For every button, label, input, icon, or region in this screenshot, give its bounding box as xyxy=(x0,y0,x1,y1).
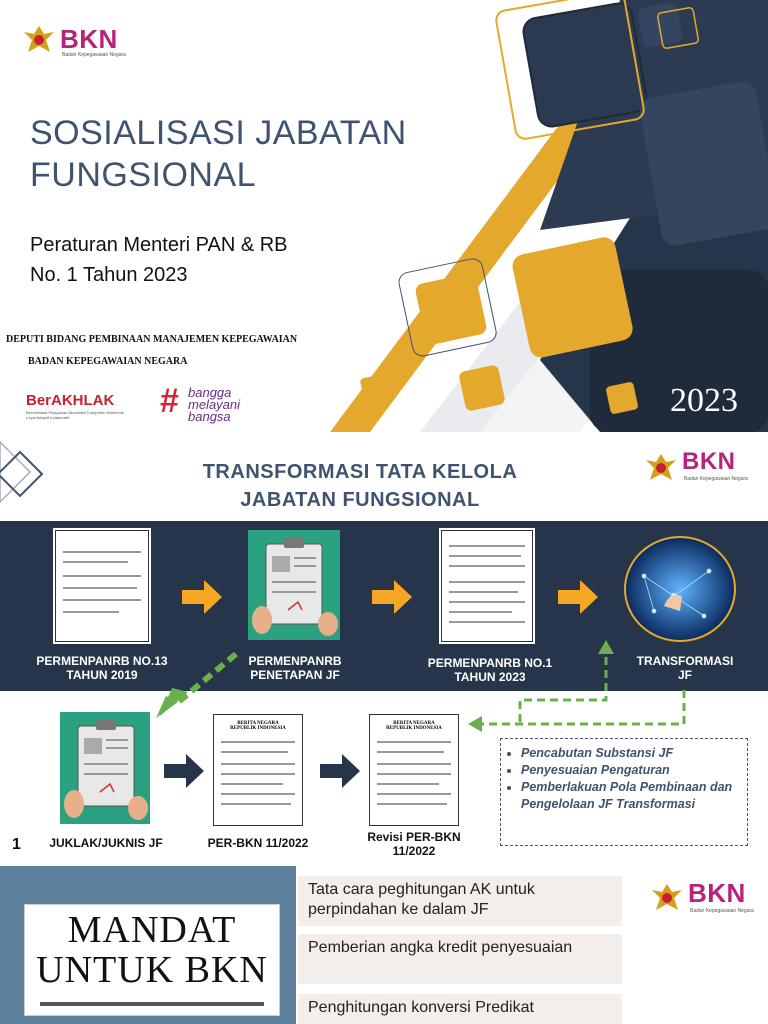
bullet-list-box xyxy=(500,738,748,846)
mandat-item-card: Tata cara peghitungan AK untuk perpindahan ke dalam JF xyxy=(298,876,622,926)
subtitle-line-1: Peraturan Menteri PAN & RB xyxy=(30,234,288,256)
label-juklak-juknis: JUKLAK/JUKNIS JF xyxy=(49,836,163,850)
badan-text: BADAN KEPEGAWAIAN NEGARA xyxy=(28,356,188,367)
slide-mandat xyxy=(0,866,768,1024)
bkn-logo xyxy=(650,878,760,920)
arrow-right-icon xyxy=(320,754,360,793)
berakhlak-logo: BerAKHLAK xyxy=(26,392,115,409)
bkn-logo xyxy=(22,22,126,63)
slide-cover xyxy=(0,0,768,432)
page-title: SOSIALISASI JABATAN FUNGSIONAL xyxy=(30,114,407,194)
bkn-wordmark: BKN xyxy=(682,448,736,475)
label-transformasi-jf: TRANSFORMASI JF xyxy=(636,654,734,682)
document-per-bkn-11-2022: BERITA NEGARA REPUBLIK INDONESIA xyxy=(213,714,303,826)
page-number: 1 xyxy=(12,836,21,853)
bkn-tagline: Badan Kepegawaian Negara xyxy=(690,908,754,914)
bkn-wordmark: BKN xyxy=(60,24,118,54)
hash-icon: # xyxy=(160,382,179,420)
slide2-title-line2: JABATAN FUNGSIONAL xyxy=(240,489,480,511)
label-penetapan-jf: PERMENPANRB PENETAPAN JF xyxy=(248,654,342,682)
bangsa-word: bangsa xyxy=(188,409,231,424)
bullet-item: • Pencabutan Substansi JF xyxy=(521,745,739,762)
bangga-melayani-logo xyxy=(188,387,240,423)
bullet-item: • Penyesuaian Pengaturan xyxy=(521,762,739,779)
label-permenpanrb-1: PERMENPANRB NO.1 TAHUN 2023 xyxy=(427,656,553,684)
deputi-text: DEPUTI BIDANG PEMBINAAN MANAJEMEN KEPEGAWAIAN xyxy=(6,334,298,345)
cover-decoration xyxy=(0,0,768,432)
bkn-tagline: Badan Kepegawaian Negara xyxy=(62,52,126,58)
year-label: 2023 xyxy=(670,382,738,419)
mandat-underline xyxy=(40,1002,264,1006)
arrow-right-icon xyxy=(164,754,204,793)
clipboard-icon xyxy=(60,712,150,824)
clipboard-illustration xyxy=(60,712,150,824)
label-revisi-per-bkn: Revisi PER-BKN 11/2022 xyxy=(367,830,461,858)
mandat-item-card: Penghitungan konversi Predikat xyxy=(298,994,622,1024)
bangga-word: bangga xyxy=(188,385,232,400)
label-per-bkn-11-2022: PER-BKN 11/2022 xyxy=(207,836,309,850)
bullet-list xyxy=(521,745,739,813)
garuda-icon xyxy=(22,22,56,58)
bullet-item: • Pemberlakuan Pola Pembinaan dan Pengelolaan JF Transformasi xyxy=(521,779,739,813)
subtitle xyxy=(30,230,450,290)
mandat-item-card: Pemberian angka kredit penyesuaian xyxy=(298,934,622,984)
bkn-tagline: Badan Kepegawaian Negara xyxy=(684,476,748,482)
slide2-title-line1: TRANSFORMASI TATA KELOLA xyxy=(202,461,518,483)
bkn-wordmark: BKN xyxy=(688,878,746,908)
label-permenpanrb-13: PERMENPANRB NO.13 TAHUN 2019 xyxy=(36,654,168,682)
document-revisi-per-bkn: BERITA NEGARA REPUBLIK INDONESIA xyxy=(369,714,459,826)
melayani-word: melayani xyxy=(188,397,241,412)
garuda-icon xyxy=(650,880,684,916)
mandat-heading: MANDAT UNTUK BKN xyxy=(36,909,268,991)
berakhlak-tagline: Berorientasi Pelayanan Akuntabel Kompeten Harmonis Loyal Adaptif Kolaboratif xyxy=(26,410,124,420)
subtitle-line-2: No. 1 Tahun 2023 xyxy=(30,264,188,286)
slide-transformasi xyxy=(0,432,768,866)
